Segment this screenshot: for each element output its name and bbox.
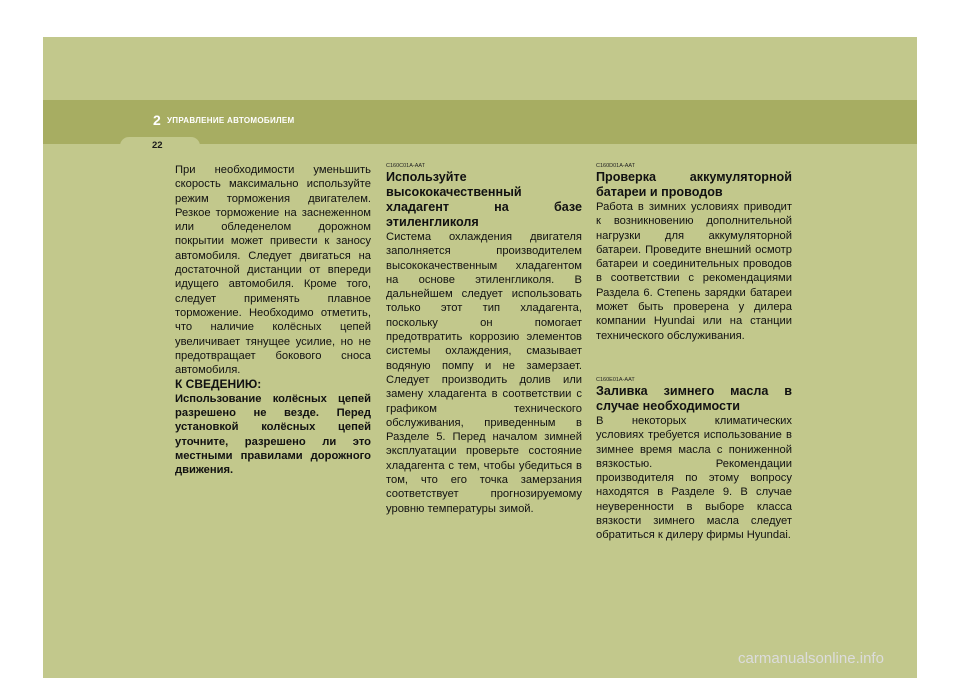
coolant-heading: Используйте высококачественный хладагент на базе этиленгликоля bbox=[386, 170, 582, 229]
chapter-title: УПРАВЛЕНИЕ АВТОМОБИЛЕМ bbox=[167, 116, 295, 125]
winter-oil-body: В некоторых климатических условиях требуется использование в зимнее время масла с пониженной вязкостью. Рекомендации производителя по этому вопросу находятся в Разделе 9. В случае неуверенности в выборе класса вязкости зимнего масла следует обратиться к дилеру фирмы Hyundai. bbox=[596, 414, 792, 542]
coolant-body: Система охлаждения двигателя заполняется производителем высококачественным хладагентом на основе этиленгликоля. В дальнейшем следует использовать только этот тип хладагента, поскольку он помогает предотвратить коррозию элементов системы охлаждения, смазывает водяную помпу и не замерзает. Следует производить долив или замену хладагента в соответствии с графиком технического обслуживания, приведенным в Разделе 5. Перед началом зимней эксплуатации проверьте состояние хладагента с тем, чтобы убедиться в том, что его точка замерзания соответствует прогнозируемому уровню температуры зимой. bbox=[386, 231, 582, 515]
note-title: К СВЕДЕНИЮ: bbox=[175, 377, 262, 392]
column-2 bbox=[386, 163, 582, 516]
battery-body: Работа в зимних условиях приводит к возникновению дополнительной нагрузки для аккумуляторной батареи. Проведите внешний осмотр батареи и соединительных проводов в соответствии с рекомендациями Раздела 6. Степень зарядки батареи может быть проверена у дилера компании Hyundai или на станции технического обслуживания. bbox=[596, 201, 792, 342]
section-code: C160C01A-AAT bbox=[386, 163, 426, 169]
page-number: 22 bbox=[152, 140, 163, 151]
note-body: Использование колёсных цепей разрешено не везде. Перед установкой колёсных цепей уточните, разрешено ли это местными правилами дорожного движения. bbox=[175, 392, 371, 477]
braking-paragraph: При необходимости уменьшить скорость максимально используйте режим торможения двигателем. Резкое торможение на заснеженном или обледенелом дорожном покрытии может привести к заносу автомобиля. Следует двигаться на достаточной дистанции от впереди идущего автомобиля. Кроме того, следует применять плавное торможение. Необходимо отметить, что наличие колёсных цепей увеличивает тянущее усилие, но не предотвращает бокового сноса автомобиля. bbox=[175, 164, 371, 377]
watermark: carmanualsonline.info bbox=[738, 650, 884, 667]
section-code: C160E01A-AAT bbox=[596, 376, 635, 383]
column-1 bbox=[175, 163, 371, 478]
section-code: C160D01A-AAT bbox=[596, 163, 636, 169]
chapter-number: 2 bbox=[153, 112, 161, 128]
winter-oil-heading: Заливка зимнего масла в случае необходимости bbox=[596, 383, 792, 413]
battery-heading: Проверка аккумуляторной батареи и проводов bbox=[596, 170, 792, 199]
column-3 bbox=[596, 163, 792, 543]
